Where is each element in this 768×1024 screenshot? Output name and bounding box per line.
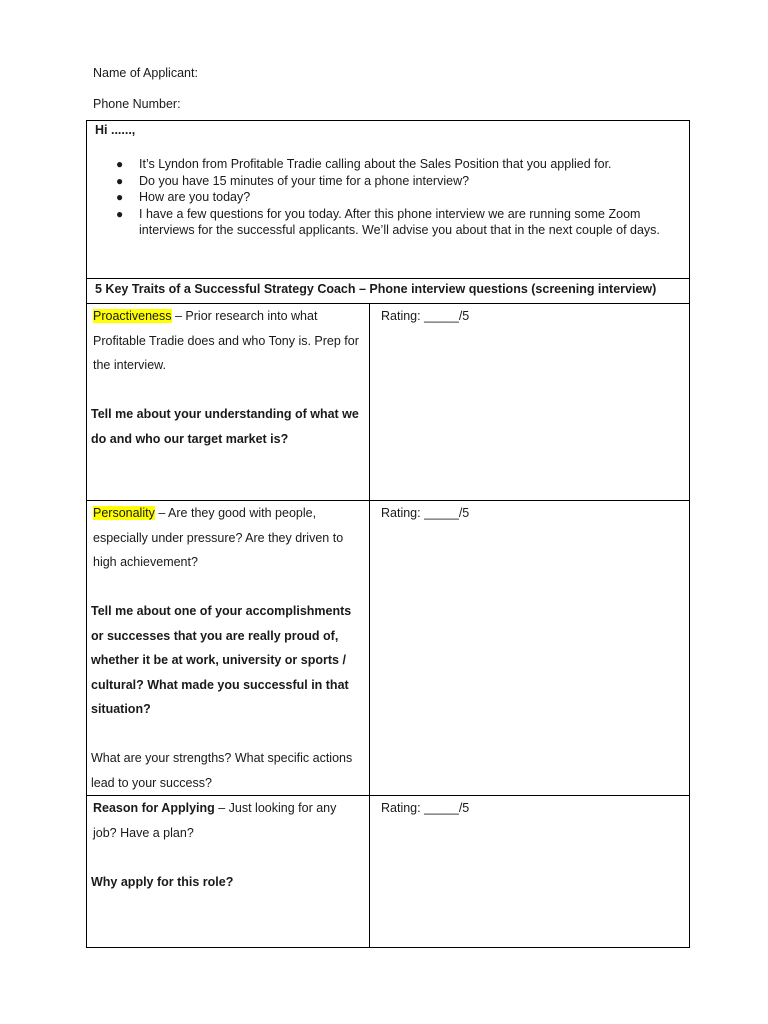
bullet-icon: ●: [116, 157, 124, 171]
trait-question-cell: [87, 796, 370, 947]
list-item: [116, 206, 681, 239]
trait-description: – Just looking for any job? Have a plan?: [93, 801, 337, 840]
phone-number-label: Phone Number:: [93, 97, 181, 111]
rating-cell[interactable]: [370, 796, 689, 947]
trait-description: – Are they good with people, especially under pressure? Are they driven to high achievement?: [93, 506, 344, 569]
list-item: [116, 189, 681, 206]
bullet-text: Do you have 15 minutes of your time for a phone interview?: [139, 173, 470, 188]
intro-cell: [87, 121, 689, 279]
rating-cell[interactable]: [370, 501, 689, 795]
trait-followup-question: What are your strengths? What specific actions lead to your success?: [91, 751, 353, 790]
bullet-text: How are you today?: [139, 190, 251, 204]
trait-name: Proactiveness: [93, 309, 172, 323]
name-of-applicant-label: Name of Applicant:: [93, 66, 198, 80]
trait-row-personality: [87, 501, 689, 796]
trait-question-cell: [87, 304, 370, 500]
bullet-text: It’s Lyndon from Profitable Tradie calling about the Sales Position that you applied for.: [139, 157, 612, 171]
bullet-icon: ●: [116, 206, 124, 221]
rating-label: Rating: _____/5: [381, 309, 470, 323]
interview-table: [86, 120, 690, 948]
rating-cell[interactable]: [370, 304, 689, 500]
rating-label: Rating: _____/5: [381, 801, 470, 815]
trait-description: – Prior research into what Profitable Tradie does and who Tony is. Prep for the interview.: [93, 309, 359, 372]
trait-question: Tell me about your understanding of what we do and who our target market is?: [91, 407, 359, 446]
trait-question: Tell me about one of your accomplishments or successes that you are really proud of, whether it be at work, university or sports / cultural? What made you successful in that situation?: [91, 604, 352, 716]
greeting: Hi ......,: [95, 123, 136, 137]
list-item: [116, 156, 681, 173]
bullet-text: I have a few questions for you today. After this phone interview we are running some Zoom interviews for the successful applicants. We’ll advise you about that in the next couple of days.: [139, 206, 660, 237]
trait-row-proactiveness: [87, 304, 689, 501]
bullet-icon: ●: [116, 173, 124, 188]
trait-question-cell: [87, 501, 370, 795]
trait-name: Personality: [93, 506, 155, 520]
section-header: 5 Key Traits of a Successful Strategy Coach – Phone interview questions (screening interview): [87, 279, 689, 304]
trait-question: Why apply for this role?: [91, 874, 234, 889]
bullet-icon: ●: [116, 190, 124, 204]
rating-label: Rating: _____/5: [381, 506, 470, 520]
trait-row-reason-for-applying: [87, 796, 689, 947]
list-item: [116, 173, 681, 190]
intro-bullet-list: [95, 156, 681, 239]
trait-name: Reason for Applying: [93, 801, 215, 815]
